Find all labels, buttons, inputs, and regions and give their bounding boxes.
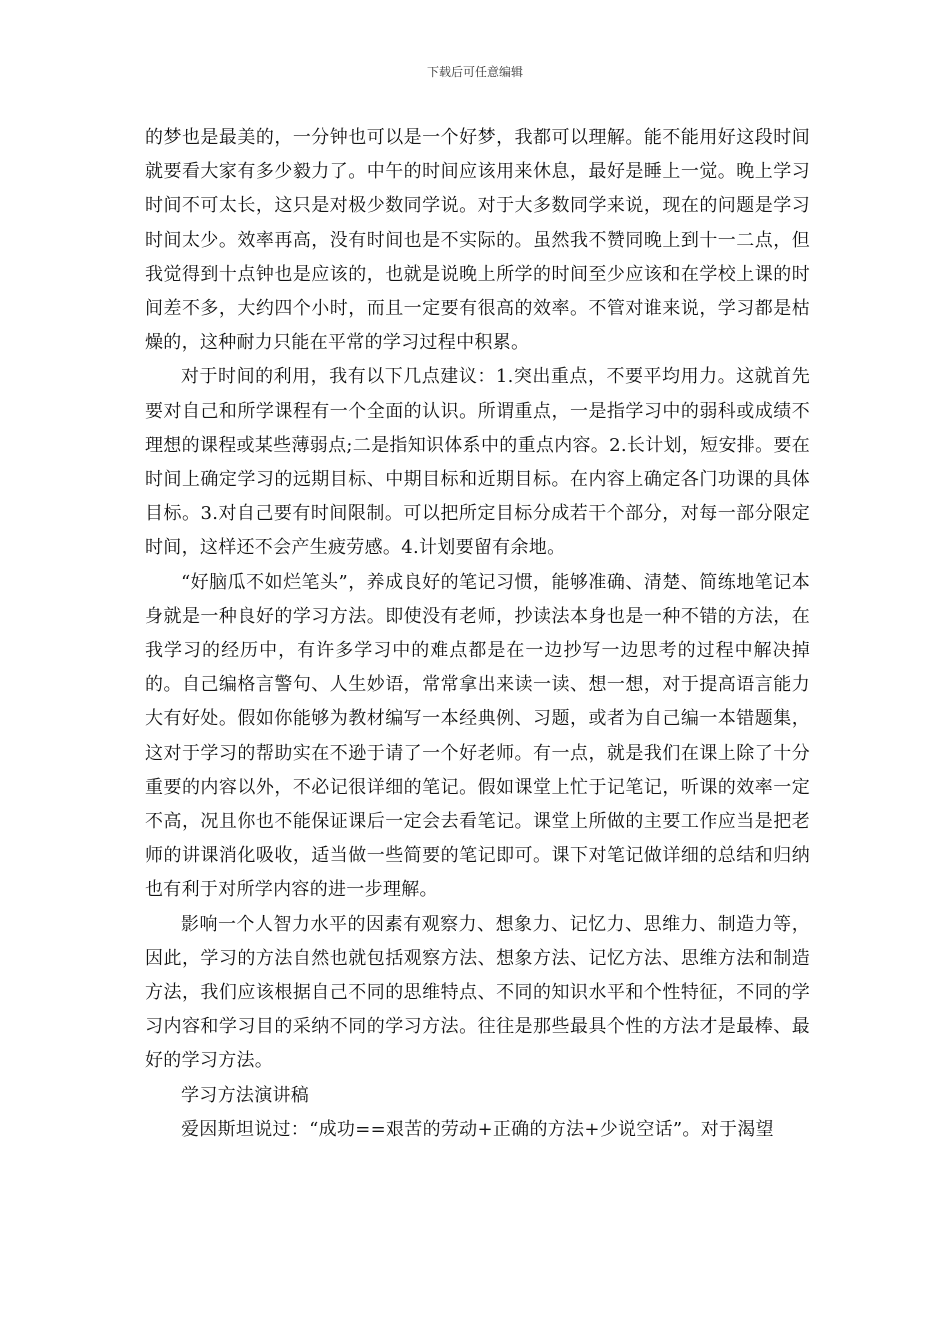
paragraph-time-suggestions: 对于时间的利用，我有以下几点建议：1.突出重点，不要平均用力。这就首先要对自己和所学课程有一个全面的认识。所谓重点，一是指学习中的弱科或成绩不理想的课程或某些薄弱点;二是指知识体系中的重点内容。2.长计划，短安排。要在时间上确定学习的远期目标、中期目标和近期目标。在内容上确定各门功课的具体目标。3.对自己要有时间限制。可以把所定目标分成若干个部分，对每一部分限定时间，这样还不会产生疲劳感。4.计划要留有余地。 [145, 366, 810, 559]
paragraph-intelligence-factors: 影响一个人智力水平的因素有观察力、想象力、记忆力、思维力、制造力等，因此，学习的方法自然也就包括观察方法、想象方法、记忆方法、思维方法和制造方法，我们应该根据自己不同的思维特点、不同的知识水平和个性特征，不同的学习内容和学习目的采纳不同的学习方法。往往是那些最具个性的方法才是最棒、最好的学习方法。 [145, 913, 810, 1072]
document-body [145, 121, 810, 1147]
paragraph-study-time: 的梦也是最美的，一分钟也可以是一个好梦，我都可以理解。能不能用好这段时间就要看大家有多少毅力了。中午的时间应该用来休息，最好是睡上一觉。晚上学习时间不可太长，这只是对极少数同学说。对于大多数同学来说，现在的问题是学习时间太少。效率再高，没有时间也是不实际的。虽然我不赞同晚上到十一二点，但我觉得到十点钟也是应该的，也就是说晚上所学的时间至少应该和在学校上课的时间差不多，大约四个小时，而且一定要有很高的效率。不管对谁来说，学习都是枯燥的，这种耐力只能在平常的学习过程中积累。 [145, 127, 810, 354]
section-title: 学习方法演讲稿 [181, 1084, 310, 1106]
page-header: 下载后可任意编辑 [426, 65, 523, 79]
paragraph-einstein-quote: 爱因斯坦说过：“成功==艰苦的劳动+正确的方法+少说空话”。对于渴望 [181, 1118, 774, 1140]
paragraph-note-taking: “好脑瓜不如烂笔头”，养成良好的笔记习惯，能够准确、清楚、简练地笔记本身就是一种良好的学习方法。即使没有老师，抄读法本身也是一种不错的方法，在我学习的经历中，有许多学习中的难点都是在一边抄写一边思考的过程中解决掉的。自己编格言警句、人生妙语，常常拿出来读一读、想一想，对于提高语言能力大有好处。假如你能够为教材编写一本经典例、习题，或者为自己编一本错题集，这对于学习的帮助实在不逊于请了一个好老师。有一点，就是我们在课上除了十分重要的内容以外，不必记很详细的笔记。假如课堂上忙于记笔记，听课的效率一定不高，况且你也不能保证课后一定会去看笔记。课堂上所做的主要工作应当是把老师的讲课消化吸收，适当做一些简要的笔记即可。课下对笔记做详细的总结和归纳也有利于对所学内容的进一步理解。 [145, 571, 810, 901]
